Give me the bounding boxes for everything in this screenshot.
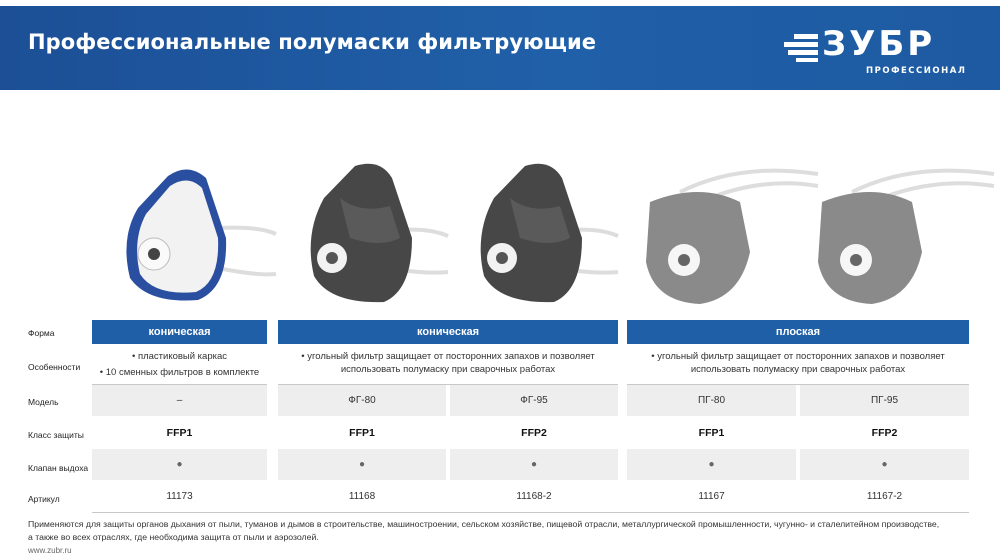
grey-flat-mask-icon — [640, 162, 820, 312]
table-bottom-divider — [92, 512, 969, 513]
model-cell: ПГ-95 — [800, 385, 969, 416]
valve-cell: ● — [450, 449, 618, 480]
row-label-features: Особенности — [28, 362, 81, 372]
article-cell: 11168-2 — [516, 491, 552, 502]
model-cell: ПГ-80 — [627, 385, 796, 416]
shape-header-conical: коническая — [92, 320, 267, 344]
article-cell: 11167-2 — [866, 491, 903, 502]
website-link[interactable]: www.zubr.ru — [28, 546, 72, 553]
article-cell: 11173 — [166, 491, 193, 502]
features-group-2 — [290, 350, 606, 376]
row-label-shape: Форма — [28, 328, 55, 338]
class-cell: FFP2 — [871, 426, 898, 439]
usage-note-line: а также во всех отраслях, где необходима защита от пыли и аэрозолей. — [28, 531, 319, 542]
model-cell: ФГ-80 — [278, 385, 446, 416]
dark-conical-mask-icon — [300, 158, 450, 308]
valve-cell: ● — [800, 449, 969, 480]
valve-cell: ● — [92, 449, 267, 480]
speed-lines-icon — [784, 34, 818, 62]
feature-bullet: • 10 сменных фильтров в комплекте — [99, 367, 260, 378]
dark-conical-mask-icon — [470, 158, 620, 308]
features-group-3 — [640, 350, 956, 376]
valve-cell: ● — [627, 449, 796, 480]
shape-header-conical: коническая — [278, 320, 618, 344]
brand-subtitle: ПРОФЕССИОНАЛ — [866, 66, 967, 76]
page-title: Профессиональные полумаски фильтрующие — [28, 30, 597, 54]
model-cell: – — [92, 385, 267, 416]
feature-bullet: • угольный фильтр защищает от посторонних запахов и позволяет использовать полумаску при сварочных работах — [651, 351, 945, 375]
header-banner — [0, 6, 1000, 90]
brand-name: ЗУБР — [822, 24, 936, 64]
shape-header-flat: плоская — [627, 320, 969, 344]
mask-gallery — [0, 150, 1000, 320]
row-label-class: Класс защиты — [28, 430, 84, 440]
row-label-valve: Клапан выдоха — [28, 463, 89, 473]
feature-bullet: • угольный фильтр защищает от посторонних запахов и позволяет использовать полумаску при сварочных работах — [301, 351, 595, 375]
valve-cell: ● — [278, 449, 446, 480]
grey-flat-mask-icon — [812, 162, 997, 312]
features-group-1 — [92, 350, 267, 379]
class-cell: FFP1 — [349, 426, 375, 439]
row-label-model: Модель — [28, 397, 59, 407]
class-cell: FFP1 — [166, 426, 193, 439]
usage-note-line: Применяются для защиты органов дыхания от пыли, туманов и дымов в строительстве, машиностроении, сельском хозяйстве, пищевой отрасли, металлургической промышленности, чугунно- и сталелитейном производстве, — [28, 519, 940, 529]
model-cell: ФГ-95 — [450, 385, 618, 416]
class-cell: FFP2 — [521, 426, 547, 439]
white-blue-mask-icon — [118, 158, 278, 308]
row-label-article: Артикул — [28, 494, 60, 504]
class-cell: FFP1 — [698, 426, 725, 439]
brand-logo — [784, 24, 979, 80]
article-cell: 11168 — [348, 491, 376, 502]
feature-bullet: • пластиковый каркас — [131, 351, 228, 362]
usage-note — [28, 518, 988, 543]
article-cell: 11167 — [698, 491, 725, 502]
